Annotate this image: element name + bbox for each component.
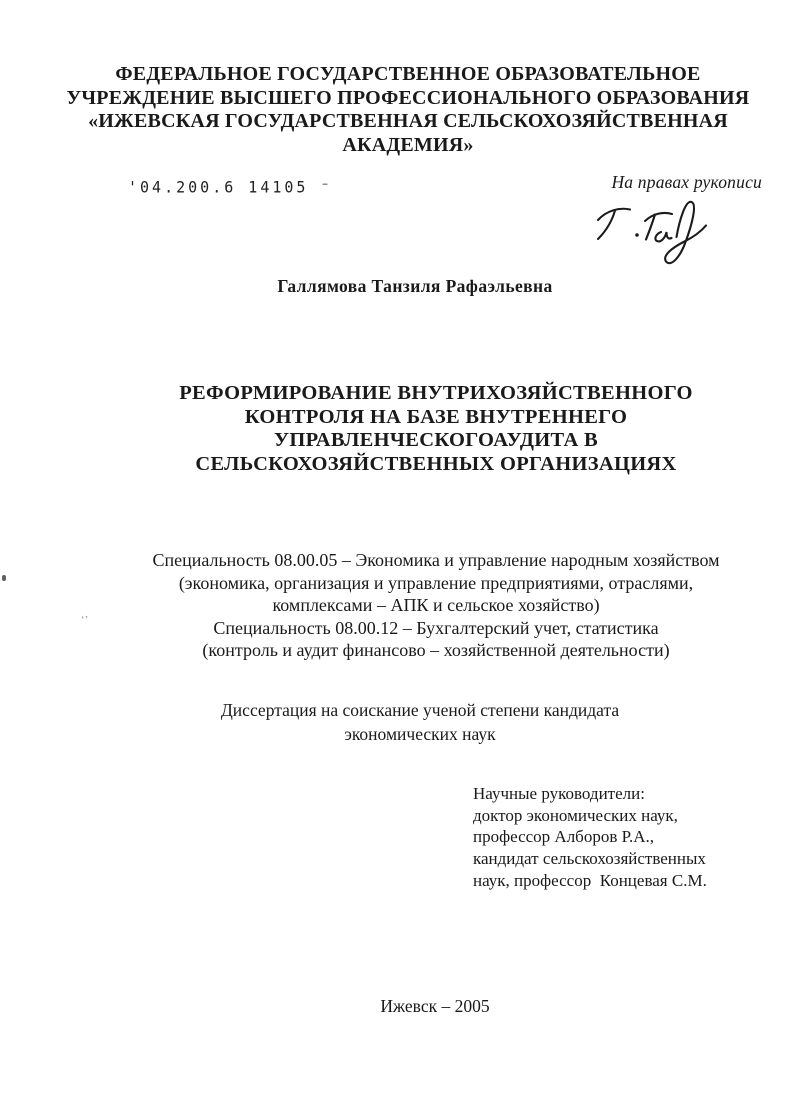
institution-line: ФЕДЕРАЛЬНОЕ ГОСУДАРСТВЕННОЕ ОБРАЗОВАТЕЛЬНОЕ — [115, 63, 701, 85]
advisor-line: наук, профессор Концевая С.М. — [473, 870, 707, 890]
manuscript-rights-note: На правах рукописи — [611, 172, 762, 192]
specialty-line: комплексами – АПК и сельское хозяйство) — [272, 595, 600, 615]
institution-line: АКАДЕМИЯ» — [342, 133, 474, 156]
advisors-heading: Научные руководители: — [473, 784, 645, 803]
signature-icon — [594, 190, 712, 270]
scan-artifact-dot — [2, 575, 6, 581]
advisors-block — [473, 783, 707, 892]
advisor-line: доктор экономических наук, — [473, 805, 678, 825]
institution-line: УЧРЕЖДЕНИЕ ВЫСШЕГО ПРОФЕССИОНАЛЬНОГО ОБРАЗОВАНИЯ — [66, 86, 750, 109]
specialty-line: Специальность 08.00.05 – Экономика и управление народным хозяйством — [152, 550, 720, 570]
author-name: Галлямова Танзиля Рафаэльевна — [277, 276, 553, 296]
scan-artifact-tick: ʻʼ — [81, 614, 89, 626]
title-line: РЕФОРМИРОВАНИЕ ВНУТРИХОЗЯЙСТВЕННОГО — [179, 382, 693, 404]
thesis-statement — [48, 699, 792, 746]
specialty-line: Специальность 08.00.12 – Бухгалтерский учет, статистика — [213, 617, 659, 638]
dissertation-title — [80, 382, 792, 476]
handwritten-signature — [594, 190, 712, 275]
title-line: КОНТРОЛЯ НА БАЗЕ ВНУТРЕННЕГО — [244, 405, 628, 428]
specialties-block — [80, 549, 792, 662]
advisor-line: кандидат сельскохозяйственных — [473, 849, 706, 869]
institution-header — [28, 63, 788, 157]
title-line: СЕЛЬСКОХОЗЯЙСТВЕННЫХ ОРГАНИЗАЦИЯХ — [195, 452, 677, 475]
thesis-statement-line: Диссертация на соискание ученой степени кандидата — [220, 700, 620, 720]
library-stamp-number: '04.200.6 14105 ⁻ — [128, 177, 333, 197]
institution-line: «ИЖЕВСКАЯ ГОСУДАРСТВЕННАЯ СЕЛЬСКОХОЗЯЙСТВЕННАЯ — [88, 110, 728, 132]
city-year: Ижевск – 2005 — [380, 996, 490, 1016]
advisor-line: профессор Алборов Р.А., — [473, 827, 654, 847]
specialty-line: (контроль и аудит финансово – хозяйственной деятельности) — [202, 640, 670, 660]
specialty-line: (экономика, организация и управление предприятиями, отраслями, — [178, 572, 694, 593]
title-line: УПРАВЛЕНЧЕСКОГОАУДИТА В — [274, 429, 598, 451]
thesis-statement-line: экономических наук — [344, 723, 496, 744]
